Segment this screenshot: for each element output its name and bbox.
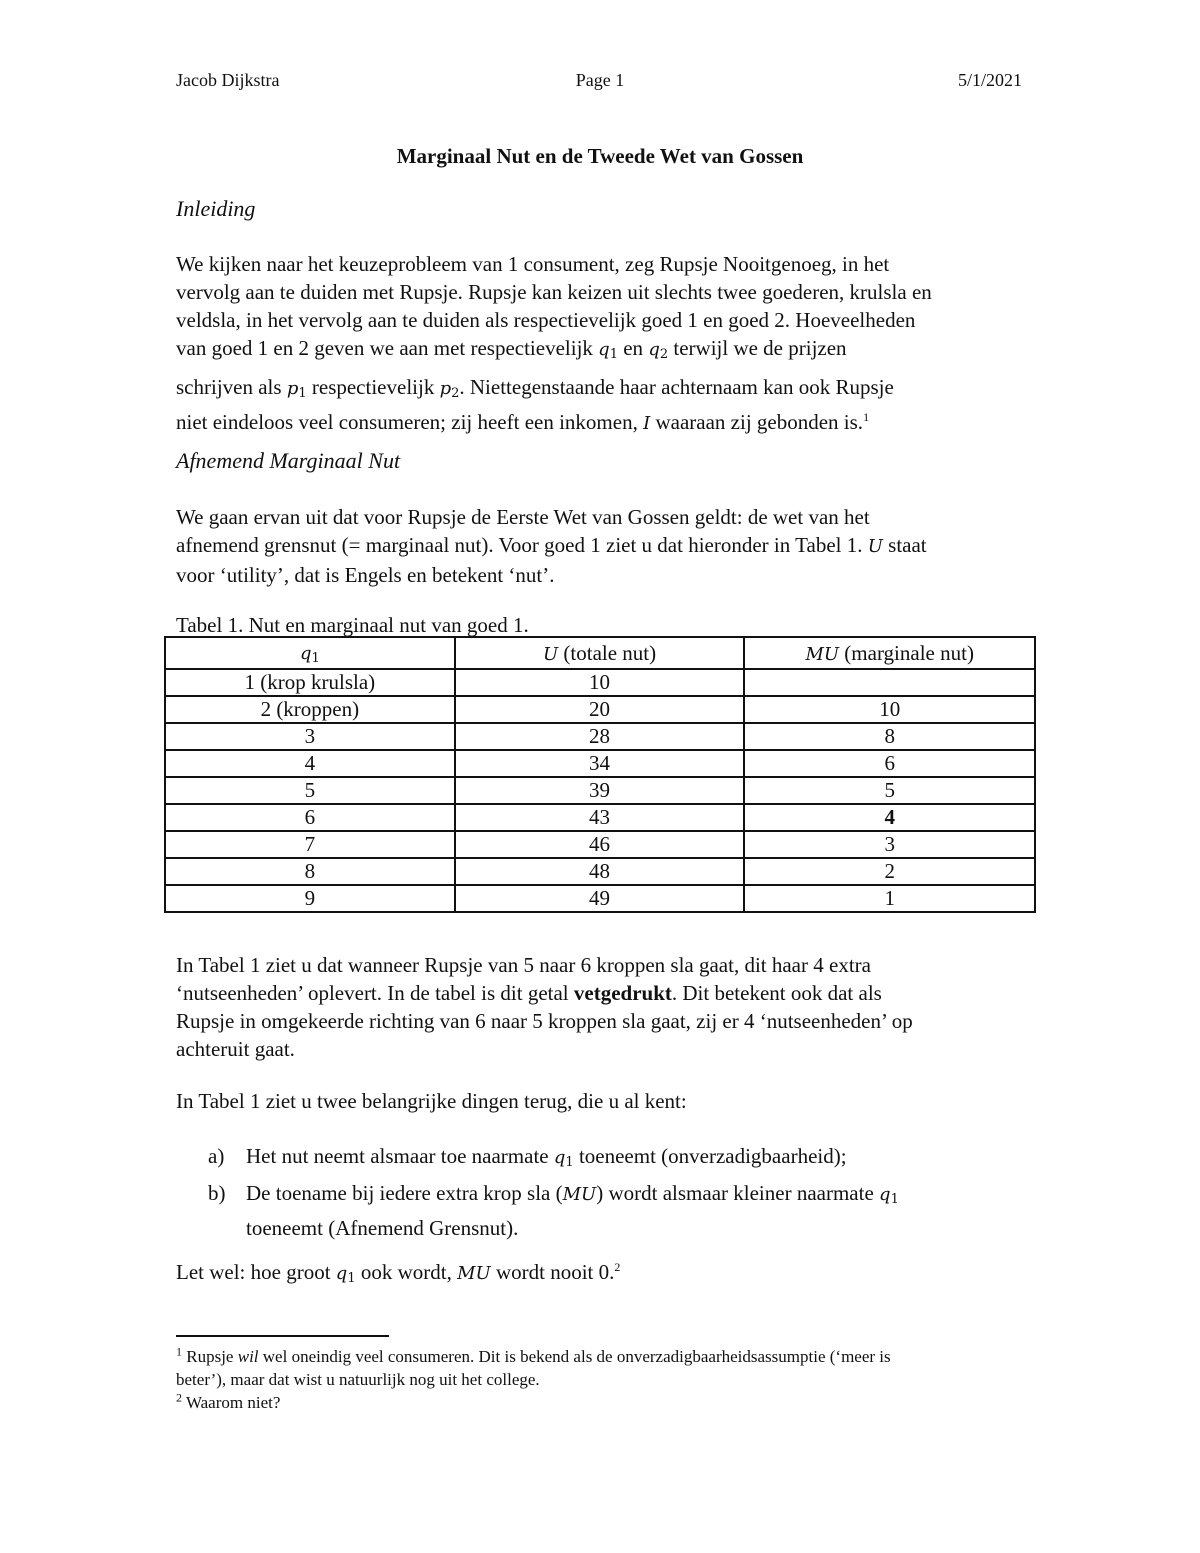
column-header-label: (totale nut) bbox=[558, 640, 657, 665]
table-cell-mu bbox=[744, 669, 1035, 696]
table-cell-q: 7 bbox=[165, 831, 455, 858]
text-line bbox=[176, 334, 1046, 369]
observation-list bbox=[208, 1142, 899, 1243]
footnote-1-continued: beter’), maar dat wist u natuurlijk nog uit het college. bbox=[176, 1370, 540, 1389]
table-cell-q: 1 (krop krulsla) bbox=[165, 669, 455, 696]
table-header-row bbox=[165, 637, 1035, 669]
math-q2: $q_2$ bbox=[648, 339, 669, 362]
table-cell-u: 34 bbox=[455, 750, 745, 777]
table-cell-u: 43 bbox=[455, 804, 745, 831]
table-caption: Tabel 1. Nut en marginaal nut van goed 1. bbox=[176, 613, 529, 637]
footnote-1 bbox=[176, 1345, 891, 1368]
text-span: niet eindeloos veel consumeren; zij heeft een inkomen, bbox=[176, 410, 644, 434]
table-cell-q: 9 bbox=[165, 885, 455, 912]
footnote-number: 1 bbox=[176, 1344, 182, 1359]
afnemend-paragraph bbox=[176, 503, 1046, 589]
footnote-number: 2 bbox=[176, 1390, 182, 1405]
document-title: Marginaal Nut en de Tweede Wet van Gossen bbox=[396, 144, 804, 168]
text-line: veldsla, in het vervolg aan te duiden als respectievelijk goed 1 en goed 2. Hoeveelheden bbox=[176, 308, 916, 332]
footnote-separator bbox=[176, 1335, 389, 1337]
table-cell-mu: 3 bbox=[744, 831, 1035, 858]
column-header-marginal-utility bbox=[744, 637, 1035, 669]
table-row bbox=[165, 696, 1035, 723]
text-span: Rupsje bbox=[182, 1347, 238, 1366]
math-p1: $p_1$ bbox=[286, 378, 307, 401]
text-span: en bbox=[617, 336, 649, 360]
list-label: a) bbox=[208, 1144, 225, 1168]
footnote-2 bbox=[176, 1391, 891, 1414]
table-cell-q: 6 bbox=[165, 804, 455, 831]
table-row bbox=[165, 723, 1035, 750]
text-span: toeneemt (onverzadigbaarheid); bbox=[573, 1144, 847, 1168]
list-item-a bbox=[208, 1142, 899, 1177]
utility-table bbox=[164, 636, 1036, 913]
letwel-sentence bbox=[176, 1258, 1046, 1293]
list-item-b bbox=[208, 1179, 899, 1243]
table-row bbox=[165, 885, 1035, 912]
text-span: van goed 1 en 2 geven we aan met respectievelijk bbox=[176, 336, 599, 360]
text-span: ook wordt, bbox=[355, 1260, 458, 1284]
text-span: terwijl we de prijzen bbox=[668, 336, 847, 360]
text-span: . Dit betekent ook dat als bbox=[671, 981, 882, 1005]
table-cell-q: 3 bbox=[165, 723, 455, 750]
text-span: . Niettegenstaande haar achternaam kan ook Rupsje bbox=[459, 375, 894, 399]
footnote-ref-2[interactable]: 2 bbox=[614, 1260, 621, 1274]
text-span: ) wordt alsmaar kleiner naarmate bbox=[596, 1181, 880, 1205]
section-heading-inleiding: Inleiding bbox=[176, 196, 256, 221]
table-cell-u: 49 bbox=[455, 885, 745, 912]
header-date: 5/1/2021 bbox=[957, 70, 1022, 90]
table-row bbox=[165, 858, 1035, 885]
text-line: voor ‘utility’, dat is Engels en betekent ‘nut’. bbox=[176, 563, 555, 587]
math-q1: $q_1$ bbox=[299, 643, 320, 666]
intro-paragraph bbox=[176, 250, 1046, 438]
text-span: respectievelijk bbox=[306, 375, 440, 399]
table-cell-mu: 2 bbox=[744, 858, 1035, 885]
table-row bbox=[165, 750, 1035, 777]
list-label: b) bbox=[208, 1181, 226, 1205]
table-cell-q: 5 bbox=[165, 777, 455, 804]
text-line: Rupsje in omgekeerde richting van 6 naar 5 kroppen sla gaat, zij er 4 ‘nutseenheden’ op bbox=[176, 1009, 913, 1033]
text-line bbox=[176, 979, 1046, 1007]
text-line bbox=[176, 1258, 1046, 1293]
text-span: wel oneindig veel consumeren. Dit is bekend als de onverzadigbaarheidsassumptie (‘meer is bbox=[258, 1347, 891, 1366]
text-line bbox=[176, 408, 1046, 438]
math-q1: $q_1$ bbox=[879, 1184, 899, 1207]
table-row bbox=[165, 804, 1035, 831]
table-cell-u: 46 bbox=[455, 831, 745, 858]
bold-word: vetgedrukt bbox=[573, 981, 672, 1005]
text-span: ‘nutseenheden’ oplevert. In de tabel is dit getal bbox=[176, 981, 574, 1005]
math-q1: $q_1$ bbox=[598, 339, 618, 362]
footnote-ref-1[interactable]: 1 bbox=[863, 410, 870, 424]
text-line bbox=[176, 531, 1046, 561]
text-span: Let wel: hoe groot bbox=[176, 1260, 336, 1284]
text-line: achteruit gaat. bbox=[176, 1037, 295, 1061]
table-cell-mu: 8 bbox=[744, 723, 1035, 750]
text-span: wordt nooit 0. bbox=[490, 1260, 615, 1284]
header-page-number: Page 1 bbox=[575, 70, 625, 90]
text-span: Waarom niet? bbox=[182, 1393, 281, 1412]
table-cell-u: 48 bbox=[455, 858, 745, 885]
table-cell-mu: 6 bbox=[744, 750, 1035, 777]
text-line bbox=[176, 373, 1046, 408]
table-cell-q: 2 (kroppen) bbox=[165, 696, 455, 723]
text-line: We kijken naar het keuzeprobleem van 1 consument, zeg Rupsje Nooitgenoeg, in het bbox=[176, 252, 890, 276]
table-row bbox=[165, 669, 1035, 696]
text-line: vervolg aan te duiden met Rupsje. Rupsje kan keizen uit slechts twee goederen, krulsla en bbox=[176, 280, 932, 304]
text-span: schrijven als bbox=[176, 375, 287, 399]
math-q1: $q_1$ bbox=[335, 1263, 356, 1286]
text-line: We gaan ervan uit dat voor Rupsje de Eerste Wet van Gossen geldt: de wet van het bbox=[176, 505, 870, 529]
math-MU: MU bbox=[457, 1263, 491, 1284]
math-p2: $p_2$ bbox=[439, 378, 460, 401]
table-cell-q: 8 bbox=[165, 858, 455, 885]
table-row bbox=[165, 777, 1035, 804]
math-I: I bbox=[643, 413, 651, 434]
math-MU: MU bbox=[805, 643, 840, 665]
table-cell-mu-bold: 4 bbox=[744, 804, 1035, 831]
table-cell-mu: 1 bbox=[744, 885, 1035, 912]
column-header-utility bbox=[455, 637, 745, 669]
table-cell-q: 4 bbox=[165, 750, 455, 777]
explanation-paragraph bbox=[176, 951, 1046, 1063]
header-author: Jacob Dijkstra bbox=[176, 70, 280, 90]
text-span: Het nut neemt alsmaar toe naarmate bbox=[246, 1144, 554, 1168]
column-header-q1 bbox=[165, 637, 455, 669]
math-U: U bbox=[867, 536, 883, 557]
column-header-label: (marginale nut) bbox=[839, 640, 974, 665]
math-MU: MU bbox=[562, 1184, 597, 1205]
table-cell-u: 28 bbox=[455, 723, 745, 750]
section-heading-afnemend: Afnemend Marginaal Nut bbox=[176, 448, 401, 473]
table-cell-u: 20 bbox=[455, 696, 745, 723]
table-cell-mu: 10 bbox=[744, 696, 1035, 723]
text-span: afnemend grensnut (= marginaal nut). Voor goed 1 ziet u dat hieronder in Tabel 1. bbox=[176, 533, 868, 557]
footnotes bbox=[176, 1345, 891, 1414]
table-cell-u: 39 bbox=[455, 777, 745, 804]
math-q1: $q_1$ bbox=[553, 1147, 574, 1170]
math-U: U bbox=[542, 643, 559, 665]
text-span: De toename bij iedere extra krop sla ( bbox=[246, 1181, 563, 1205]
text-span: waaraan zij gebonden is. bbox=[650, 410, 864, 434]
intro-list-sentence: In Tabel 1 ziet u twee belangrijke dingen terug, die u al kent: bbox=[176, 1089, 687, 1113]
italic-word: wil bbox=[237, 1347, 259, 1366]
text-line: In Tabel 1 ziet u dat wanneer Rupsje van 5 naar 6 kroppen sla gaat, dit haar 4 extra bbox=[176, 953, 871, 977]
text-span: staat bbox=[882, 533, 927, 557]
table-cell-u: 10 bbox=[455, 669, 745, 696]
table-cell-mu: 5 bbox=[744, 777, 1035, 804]
text-span: toeneemt (Afnemend Grensnut). bbox=[246, 1216, 519, 1240]
table-row bbox=[165, 831, 1035, 858]
